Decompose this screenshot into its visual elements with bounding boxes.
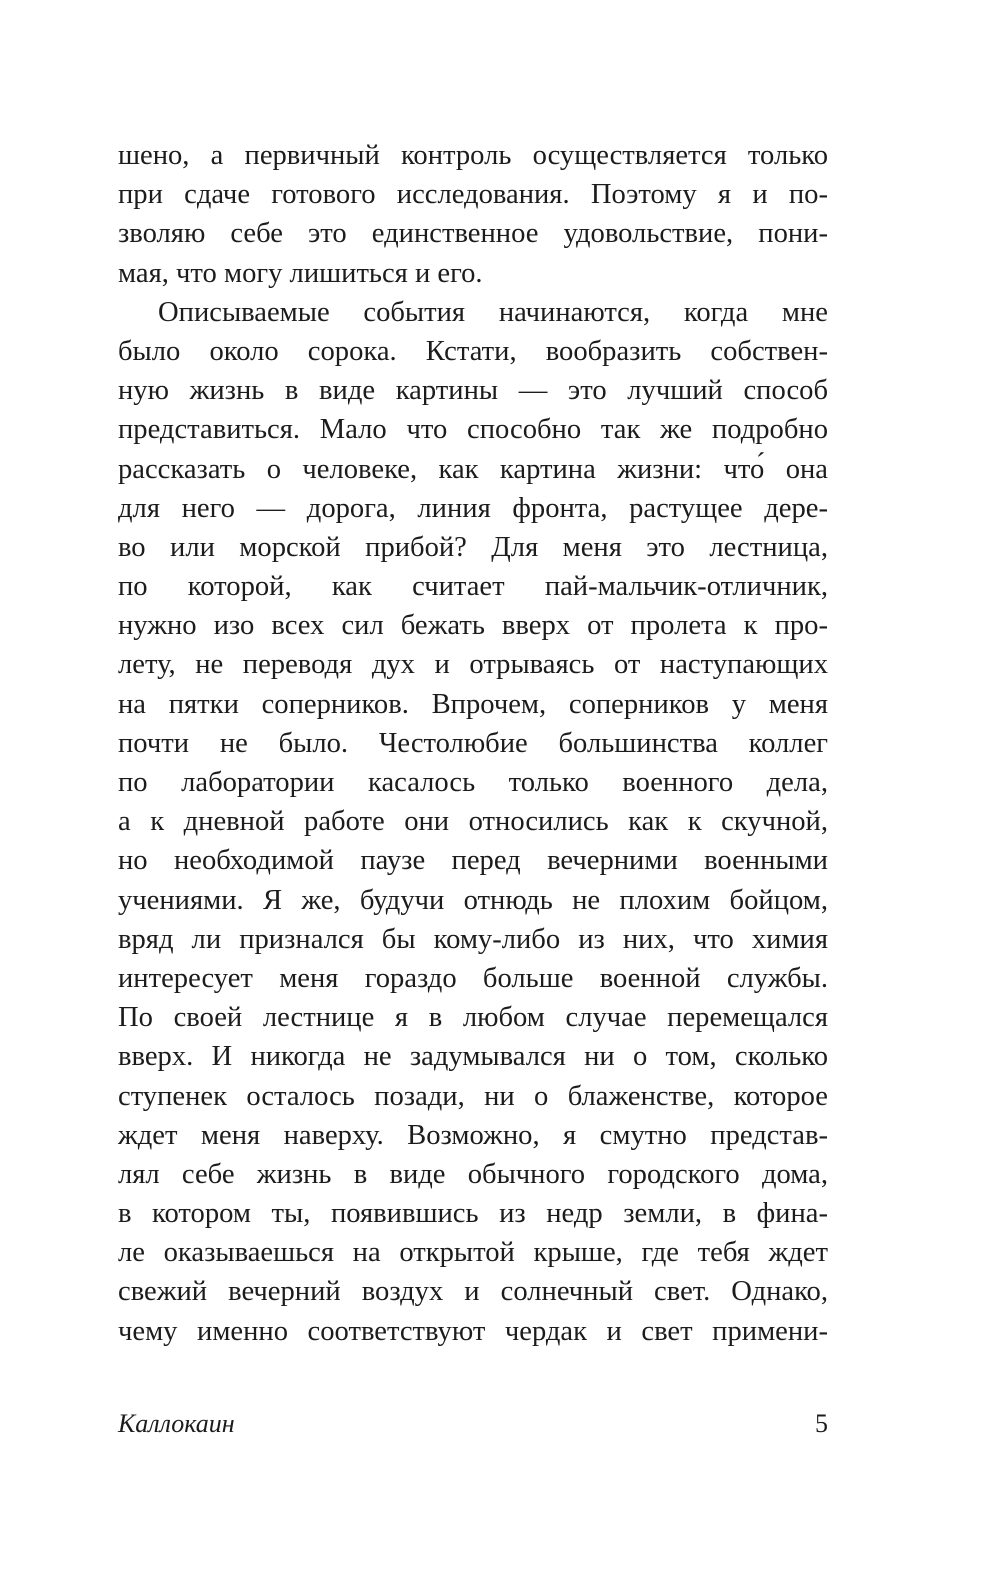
text-line: учениями. Я же, будучи отнюдь не плохим бойцом, [118,884,828,916]
running-title: Каллокаин [118,1409,235,1438]
text-line: рассказать о человеке, как картина жизни: что́ она [118,453,828,485]
text-line: при сдаче готового исследования. Поэтому я и по- [118,179,828,211]
text-line: зволяю себе это единственное удовольствие, пони- [118,218,828,250]
body-text [118,136,828,1351]
text-line: ступенек осталось позади, ни о блаженстве, которое [118,1080,828,1112]
text-line: по лаборатории касалось только военного дела, [118,767,828,798]
text-line: свежий вечерний воздух и солнечный свет. Однако, [118,1276,828,1308]
text-line: в котором ты, появившись из недр земли, в фина- [118,1198,828,1230]
text-line: ждет меня наверху. Возможно, я смутно представ- [118,1119,828,1151]
text-line: ную жизнь в виде картины — это лучший способ [118,375,828,407]
text-line: ле оказываешься на открытой крыше, где тебя ждет [118,1237,828,1269]
text-line: на пятки соперников. Впрочем, соперников у меня [118,688,828,720]
text-line: вряд ли признался бы кому-либо из них, что химия [118,923,828,955]
text-line: чему именно соответствуют чердак и свет примени- [118,1315,828,1347]
page-number: 5 [815,1409,828,1438]
text-line: было около сорока. Кстати, вообразить собствен- [118,335,828,367]
page-footer [118,1406,828,1442]
text-line: лял себе жизнь в виде обычного городского дома, [118,1158,828,1190]
text-line: нужно изо всех сил бежать вверх от пролета к про- [118,610,828,642]
text-line: Описываемые события начинаются, когда мне [158,296,828,328]
text-line: по которой, как считает пай-мальчик-отличник, [118,571,828,603]
text-line: По своей лестнице я в любом случае перемещался [118,1002,828,1034]
text-line: вверх. И никогда не задумывался ни о том, сколько [118,1041,828,1073]
text-line: во или морской прибой? Для меня это лестница, [118,531,828,563]
text-line: но необходимой паузе перед вечерними военными [118,845,828,877]
text-line: шено, а первичный контроль осуществляется только [118,140,828,171]
text-line: почти не было. Честолюбие большинства коллег [118,727,828,759]
text-line: а к дневной работе они относились как к скучной, [118,806,828,838]
text-line: интересует меня гораздо больше военной службы. [118,962,828,994]
text-line: представиться. Мало что способно так же подробно [118,414,828,446]
text-line: лету, не переводя дух и отрываясь от наступающих [118,649,828,681]
text-line: мая, что могу лишиться и его. [118,257,483,289]
text-line: для него — дорога, линия фронта, растущее дере- [118,492,828,524]
